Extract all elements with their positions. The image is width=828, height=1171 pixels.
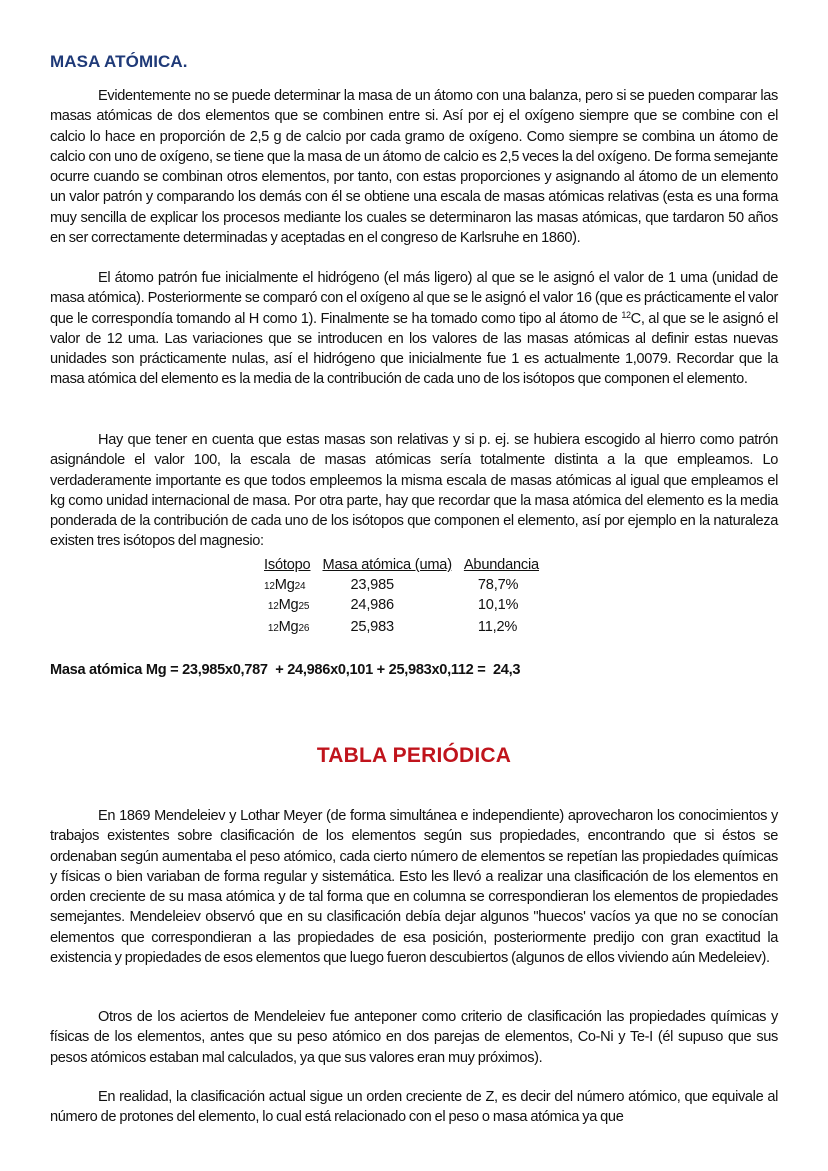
paragraph-text: En 1869 Mendeleiev y Lothar Meyer (de forma simultánea e independiente) aprovecharon los conocimientos y trabajos existentes sobre clasificación de los elementos según sus propiedades, encontrando que si éstos se ordenaban según aumentaba el peso atómico, cada cierto número de elementos se repetían las propiedades químicas y físicas o bien variaban de forma regular y sistemática. Esto les llevó a realizar una clasificación de los elementos en orden creciente de su masa atómica y de tal forma que en columna se correspondieran los elementos de propiedades semejantes. Mendeleiev observó que en su clasificación debía dejar algunos "huecos' vacíos ya que no se conocían elementos que correspondieran a las propiedades de esa posición, posteriormente predijo con gran exactitud la existencia y propiedades de esos elementos que luego fueron descubiertos (algunos de ellos viviendo aún Medeleiev).: [50, 808, 778, 967]
abundance-cell: 11,2%: [477, 619, 518, 635]
section-heading-tabla-periodica: TABLA PERIÓDICA: [316, 744, 512, 767]
header-abundancia: Abundancia: [463, 557, 539, 573]
table-row: [264, 595, 551, 615]
mass-cell: 23,985: [350, 577, 394, 593]
paragraph-text: Otros de los aciertos de Mendeleiev fue anteponer como criterio de clasificación las propiedades químicas y físicas de los elementos, antes que su peso atómico en dos parejas de elementos, Co-Ni y Te-I (él supuso que sus pesos atómicos estaban mal calculados, ya que sus valores eran muy próximos).: [50, 1009, 778, 1066]
paragraph-text: Hay que tener en cuenta que estas masas son relativas y si p. ej. se hubiera escogido al hierro como patrón asignándole el valor 100, la escala de masas atómicas sería totalmente distinta a la que empleamos. Lo verdaderamente importante es que todos empleemos la misma escala de masas atómicas al igual que empleamos el kg como unidad internacional de masa. Por otra parte, hay que recordar que la masa atómica del elemento es la media ponderada de la contribución de cada uno de los isótopos que componen el elemento, así por ejemplo en la naturaleza existen tres isótopos del magnesio:: [50, 432, 778, 550]
isotope-cell: [264, 595, 322, 615]
paragraph-masa-3: [50, 430, 778, 552]
paragraph-tabla-1: [50, 806, 778, 968]
mass-formula: Masa atómica Mg = 23,985x0,787 + 24,986x0,101 + 25,983x0,112 = 24,3: [50, 662, 521, 678]
table-row: [264, 575, 551, 595]
isotope-cell: [264, 575, 322, 595]
paragraph-tabla-2: [50, 1007, 778, 1068]
element-symbol: Mg: [274, 577, 295, 593]
table-row: [264, 615, 551, 637]
mass-number: 26: [298, 623, 310, 634]
isotope-table: [264, 555, 551, 637]
element-symbol: Mg: [278, 597, 299, 613]
paragraph-masa-2: [50, 268, 778, 390]
atomic-number: 12: [267, 623, 279, 634]
paragraph-text: Evidentemente no se puede determinar la masa de un átomo con una balanza, pero si se pueden comparar las masas atómicas de dos elementos que se combinen entre si. Así por ej el oxígeno siempre que se combine con el calcio lo hace en proporción de 2,5 g de calcio por cada gramo de oxígeno. Como siempre se combina un átomo de calcio con uno de oxígeno, se tiene que la masa de un átomo de calcio es 2,5 veces la del oxígeno. De forma semejante ocurre cuando se combinan otros elementos, por tanto, con estas proporciones y asignando al átomo de un elemento un valor patrón y comparando los demás con él se obtiene una escala de masas atómicas relativas (esta es una forma muy sencilla de explicar los procesos mediante los cuales se determinaron las masas atómicas, que tardaron 50 años en ser correctamente determinadas y aceptadas en el congreso de Karlsruhe en 1860).: [50, 88, 778, 247]
mass-cell: 24,986: [350, 597, 394, 613]
header-masa: Masa atómica (uma): [322, 557, 452, 573]
header-isotopo: Isótopo: [264, 557, 311, 573]
paragraph-text: [50, 268, 778, 390]
section-heading-masa-atomica: MASA ATÓMICA.: [50, 52, 188, 71]
element-symbol: Mg: [278, 619, 299, 635]
superscript-mass-number: 12: [621, 309, 631, 320]
atomic-number: 12: [264, 581, 275, 592]
paragraph-text-part: El átomo patrón fue inicialmente el hidrógeno (el más ligero) al que se le asignó el valor de 1 uma (unidad de masa atómica). Posteriormente se comparó con el oxígeno al que se le asignó el valor 16 (que es prácticamente el valor que le correspondía tomando al H como 1). Finalmente se ha tomado como tipo al átomo de: [50, 270, 778, 327]
paragraph-masa-1: [50, 86, 778, 248]
isotope-cell: [264, 615, 322, 637]
abundance-cell: 78,7%: [477, 577, 519, 593]
mass-number: 25: [298, 601, 310, 612]
mass-number: 24: [294, 581, 306, 592]
paragraph-text-part: C, al que se le asignó el valor de 12 uma. Las variaciones que se introducen en los valores de las masas atómicas al definir estas nuevas unidades son prácticamente nulas, así el hidrógeno que inicialmente fue 1 es actualmente 1,0079. Recordar que la masa atómica del elemento es la media de la contribución de cada uno de los isótopos que componen el elemento.: [50, 310, 779, 388]
isotope-table-header: [264, 555, 551, 575]
paragraph-text: En realidad, la clasificación actual sigue un orden creciente de Z, es decir del número atómico, que equivale al número de protones del elemento, lo cual está relacionado con el peso o masa atómica ya que: [50, 1089, 778, 1126]
atomic-number: 12: [267, 601, 279, 612]
mass-cell: 25,983: [350, 619, 394, 635]
paragraph-tabla-3: [50, 1087, 778, 1128]
abundance-cell: 10,1%: [477, 597, 519, 613]
